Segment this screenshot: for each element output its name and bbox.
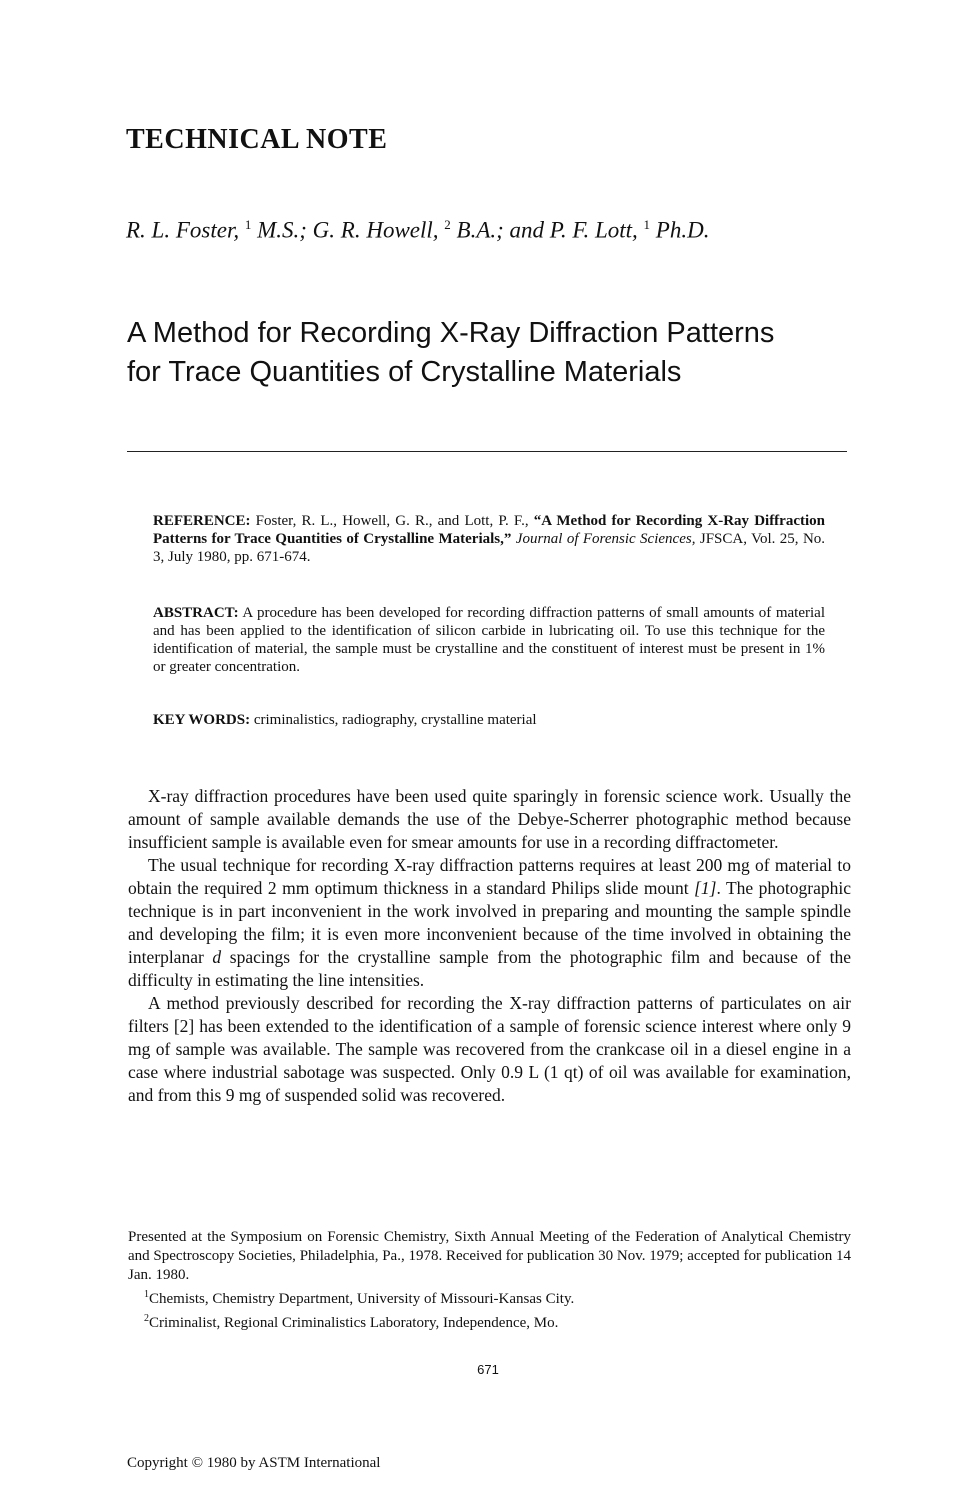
citation: [2] <box>173 1016 195 1036</box>
reference-label: REFERENCE: <box>153 513 251 529</box>
body-text <box>128 785 851 1107</box>
text-run: spacings for the crystalline sample from the photographic film and because of the difficulty in estimating the line intensities. <box>128 947 852 990</box>
affiliation-mark: 2 <box>444 217 451 232</box>
copyright-notice: Copyright © 1980 by ASTM International <box>127 1455 381 1471</box>
author-degree: Ph.D. <box>655 217 710 243</box>
text-run: . The photographic technique is in part inconvenient in the work involved in preparing and mounting the sample spindle and developing the film; it is even more inconvenient because of the time involved in obtaining the interplanar <box>128 878 852 967</box>
text-run: has been extended to the identification of a sample of forensic science interest where only 9 mg of sample was available. The sample was recovered from the crankcase oil in a diesel engine in a case where industrial sabotage was suspected. Only 0.9 L (1 qt) of oil was available for examination, and from this 9 mg of suspended solid was recovered. <box>128 1016 851 1105</box>
footnote-mark: 2 <box>144 1313 149 1324</box>
paper-title <box>127 314 887 392</box>
reference-authors: Foster, R. L., Howell, G. R., and Lott, P. F., <box>255 513 529 529</box>
footnote-text: Criminalist, Regional Criminalistics Laboratory, Independence, Mo. <box>149 1315 559 1331</box>
abstract-label: ABSTRACT: <box>153 605 239 621</box>
footnote-mark: 1 <box>144 1289 149 1300</box>
reference-article-title: “A Method for Recording X-Ray Diffraction Patterns for Trace Quantities of Crystalline Materials,” <box>153 513 826 547</box>
keywords-text: criminalistics, radiography, crystalline material <box>253 712 537 728</box>
body-paragraph: X-ray diffraction procedures have been used quite sparingly in forensic science work. Usually the amount of sample available demands the use of the Debye-Scherrer photographic method because insufficient sample is available even for smear amounts for use in a recording diffractometer. <box>128 786 851 852</box>
title-divider <box>127 451 847 452</box>
section-label: TECHNICAL NOTE <box>126 124 388 155</box>
body-paragraph <box>128 854 851 992</box>
reference-block <box>153 512 825 566</box>
footnote-text: Chemists, Chemistry Department, University of Missouri-Kansas City. <box>149 1291 575 1307</box>
title-line: for Trace Quantities of Crystalline Materials <box>127 356 682 388</box>
abstract-block <box>153 604 825 676</box>
keywords-block <box>153 711 825 729</box>
footnote <box>128 1309 851 1333</box>
author-degree: B.A.; <box>456 217 504 243</box>
footnotes <box>128 1228 851 1333</box>
title-line: A Method for Recording X-Ray Diffraction Patterns <box>127 317 775 349</box>
affiliation-mark: 1 <box>643 217 651 232</box>
author-line <box>126 217 709 244</box>
reference-journal: Journal of Forensic Sciences, <box>515 531 696 547</box>
author-name: G. R. Howell, <box>312 217 439 243</box>
affiliation-mark: 1 <box>244 217 252 232</box>
author-degree: M.S.; <box>257 217 307 243</box>
citation: [1] <box>694 878 717 898</box>
abstract-text: A procedure has been developed for recording diffraction patterns of small amounts of material and has been applied to the identification of silicon carbide in lubricating oil. To use this technique for the identification of material, the sample must be crystalline and the constituent of interest must be present in 1% or greater concentration. <box>153 605 825 675</box>
reference-details: JFSCA, Vol. 25, No. 3, July 1980, pp. 671-674. <box>153 531 826 565</box>
footnote <box>128 1285 851 1309</box>
presentation-note: Presented at the Symposium on Forensic Chemistry, Sixth Annual Meeting of the Federation of Analytical Chemistry and Spectroscopy Societies, Philadelphia, Pa., 1978. Received for publication 30 Nov. 1979; accepted for publication 14 Jan. 1980. <box>128 1229 851 1283</box>
symbol-d: d <box>212 947 222 967</box>
author-name: and P. F. Lott, <box>509 217 638 243</box>
body-paragraph <box>128 992 851 1107</box>
page-number: 671 <box>477 1362 499 1377</box>
author-name: R. L. Foster, <box>126 217 240 243</box>
text-run: The usual technique for recording X-ray diffraction patterns requires at least 200 mg of material to obtain the required 2 mm optimum thickness in a standard Philips slide mount <box>128 855 851 898</box>
text-run: A method previously described for recording the X-ray diffraction patterns of particulates on air filters <box>128 993 851 1036</box>
keywords-label: KEY WORDS: <box>153 712 251 728</box>
